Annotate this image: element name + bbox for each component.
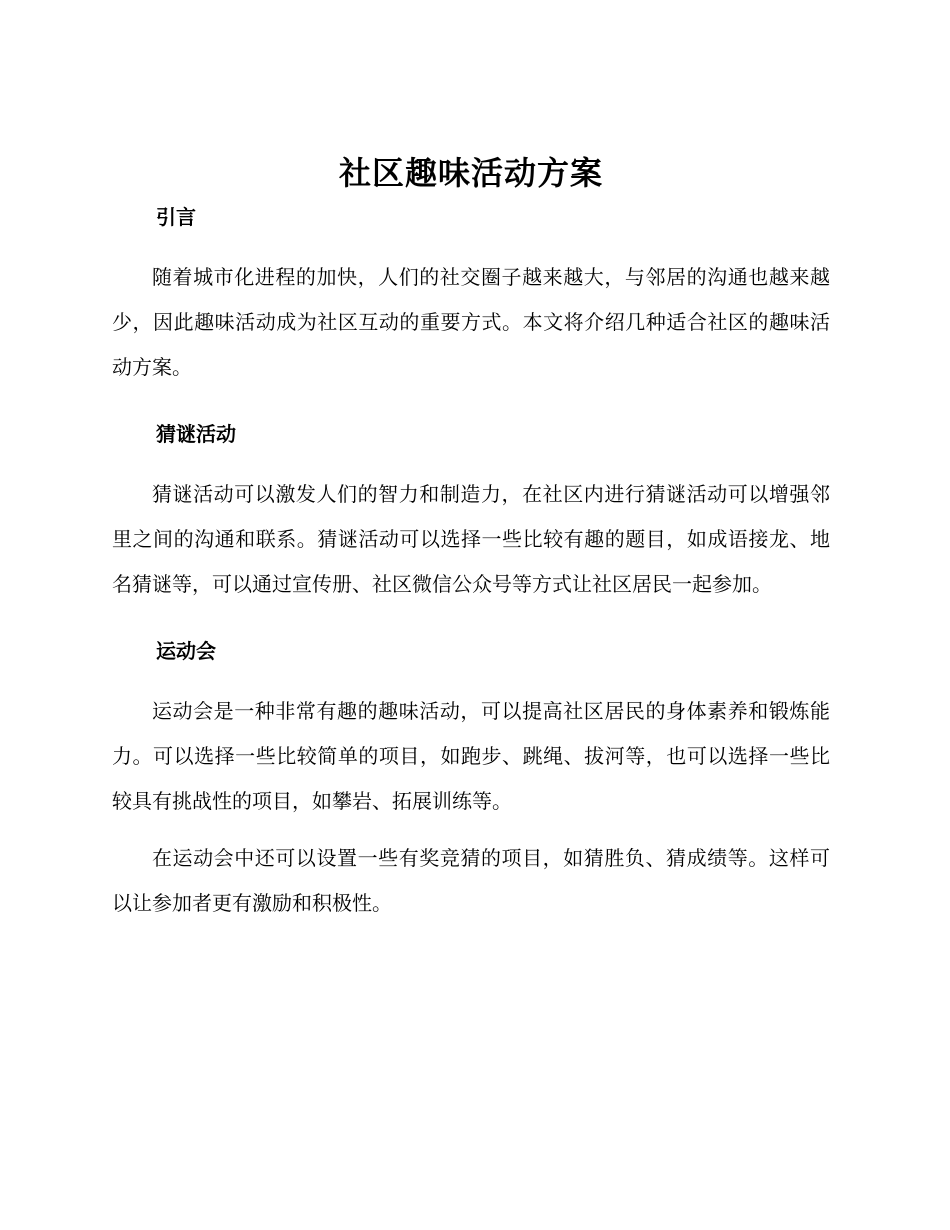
section-heading-riddle: 猜谜活动 — [156, 422, 236, 446]
section-heading-intro: 引言 — [156, 205, 196, 229]
sports-paragraph-2: 在运动会中还可以设置一些有奖竞猜的项目，如猜胜负、猜成绩等。这样可以让参加者更有激励和积极性。 — [112, 846, 830, 915]
sports-paragraph-1: 运动会是一种非常有趣的趣味活动，可以提高社区居民的身体素养和锻炼能力。可以选择一些比较简单的项目，如跑步、跳绳、拔河等，也可以选择一些比较具有挑战性的项目，如攀岩、拓展训练等。 — [112, 699, 830, 813]
document-page — [112, 148, 830, 926]
document-title: 社区趣味活动方案 — [338, 154, 603, 192]
intro-paragraph: 随着城市化进程的加快，人们的社交圈子越来越大，与邻居的沟通也越来越少，因此趣味活动成为社区互动的重要方式。本文将介绍几种适合社区的趣味活动方案。 — [112, 265, 830, 379]
riddle-paragraph: 猜谜活动可以激发人们的智力和制造力，在社区内进行猜谜活动可以增强邻里之间的沟通和联系。猜谜活动可以选择一些比较有趣的题目，如成语接龙、地名猜谜等，可以通过宣传册、社区微信公众号等方式让社区居民一起参加。 — [112, 482, 830, 596]
section-heading-sports: 运动会 — [156, 639, 216, 663]
